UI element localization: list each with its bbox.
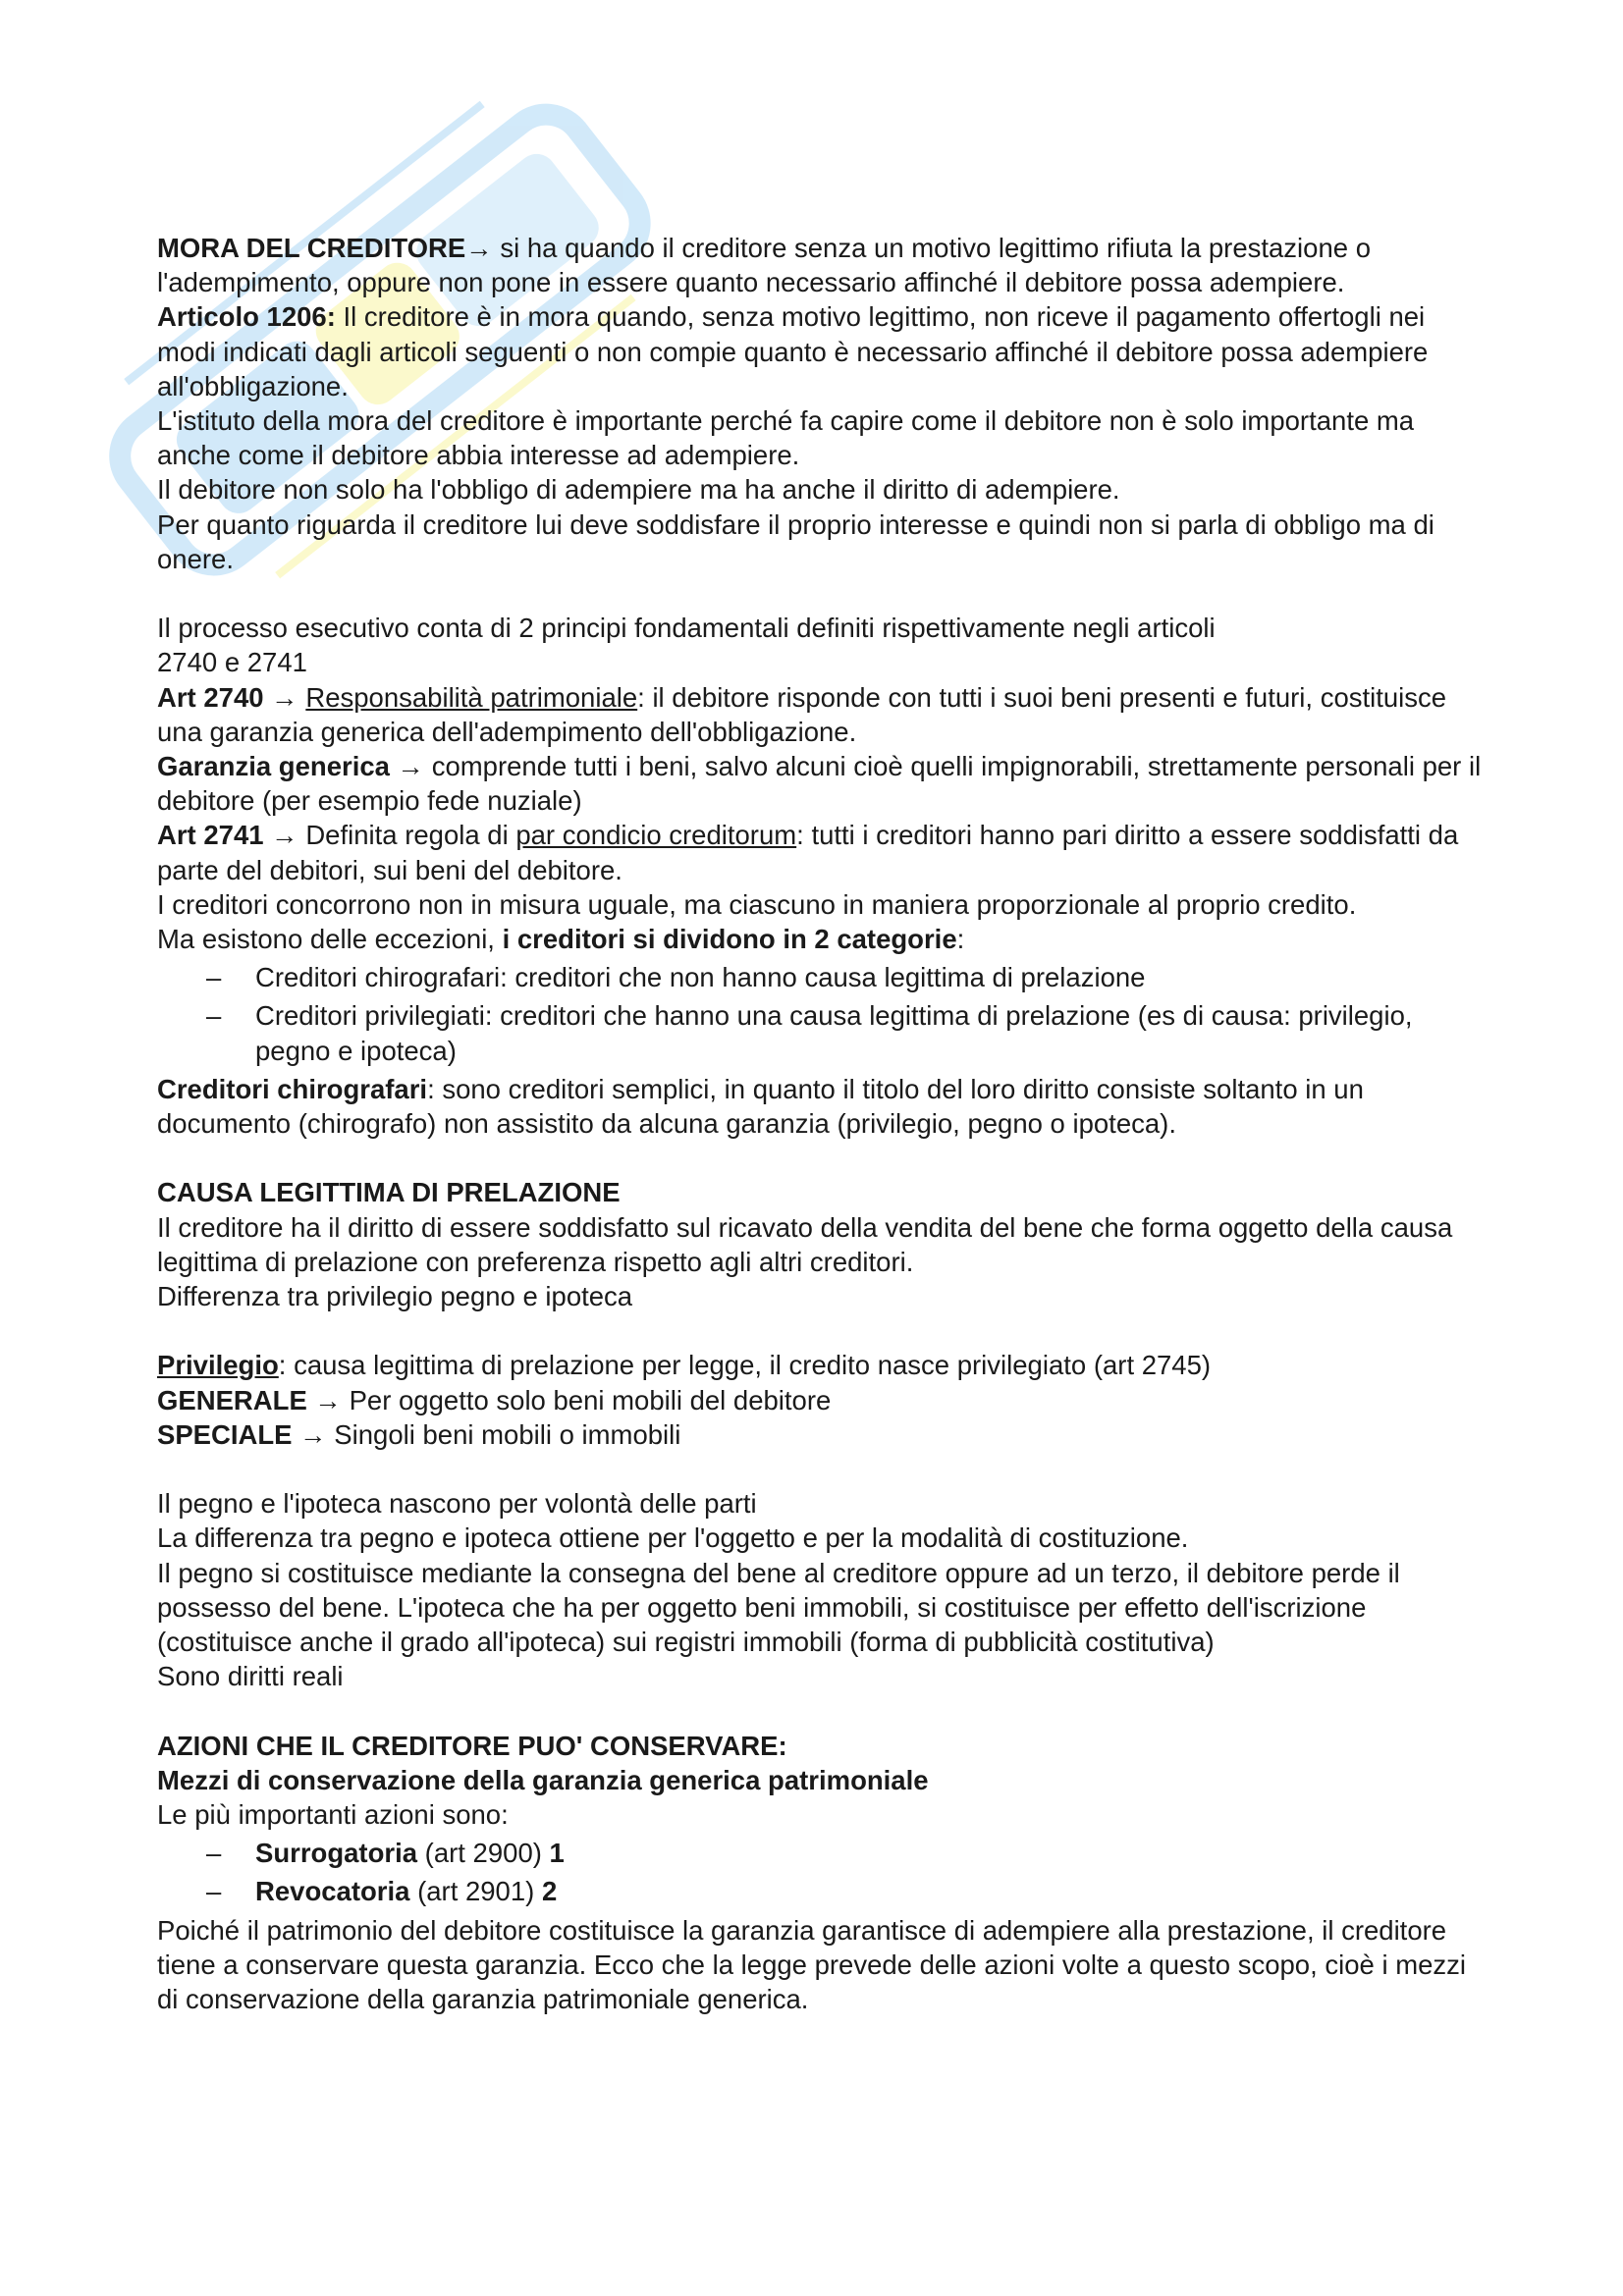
generale-text: → Per oggetto solo beni mobili del debitore: [306, 1384, 832, 1415]
generale-label: GENERALE: [157, 1384, 307, 1415]
art1206-paragraph: [157, 299, 1483, 403]
list-item: [157, 1874, 1483, 1908]
azione-ref: (art 2900): [417, 1838, 550, 1869]
art2740-label: Art 2740: [157, 681, 264, 713]
mora-p1: L'istituto della mora del creditore è importante perché fa capire come il debitore non è solo importante ma anche come il debitore abbia interesse ad adempiere.: [157, 405, 1415, 471]
creditori-list: [157, 960, 1483, 1068]
eccezioni-paragraph: [157, 922, 1483, 956]
art2740-text: : il debitore risponde con tutti i suoi beni presenti e futuri, costituisce una garanzia generica dell'adempimento dell'obbligazione.: [157, 681, 1447, 747]
garanzia-label: Garanzia generica: [157, 751, 390, 782]
azione-num: 2: [541, 1876, 558, 1907]
art1206-label: Articolo 1206:: [157, 301, 336, 333]
eccezioni-bold: i creditori si dividono in 2 categorie: [502, 924, 957, 955]
document-body: [157, 231, 1483, 2016]
eccezioni-pre: Ma esistono delle eccezioni,: [157, 924, 503, 955]
mora-p2: Il debitore non solo ha l'obbligo di adempiere ma ha anche il diritto di adempiere.: [157, 474, 1120, 506]
arrow: →: [263, 681, 306, 713]
causa-title: CAUSA LEGITTIMA DI PRELAZIONE: [157, 1177, 621, 1208]
pegno-p2: La differenza tra pegno e ipoteca ottiene per l'oggetto e per la modalità di costituzione.: [157, 1522, 1189, 1554]
azione-name: Surrogatoria: [255, 1838, 418, 1869]
speciale-text: → Singoli beni mobili o immobili: [292, 1418, 681, 1450]
azioni-title: AZIONI CHE IL CREDITORE PUO' CONSERVARE:: [157, 1730, 787, 1761]
arrow: →: [465, 233, 493, 263]
azioni-list: [157, 1836, 1483, 1908]
mora-p3: Per quanto riguarda il creditore lui deve soddisfare il proprio interesse e quindi non si parla di obbligo ma di onere.: [157, 508, 1434, 574]
azione-name: Revocatoria: [255, 1876, 410, 1907]
speciale-paragraph: [157, 1417, 1483, 1452]
list-item: – Creditori chirografari: creditori che non hanno causa legittima di prelazione: [157, 960, 1483, 994]
generale-paragraph: [157, 1383, 1483, 1417]
chirografari-text: : sono creditori semplici, in quanto il titolo del loro diritto consiste soltanto in un documento (chirografo) non assistito da alcuna garanzia (privilegio, pegno o ipoteca).: [157, 1073, 1364, 1140]
privilegio-label: Privilegio: [157, 1350, 279, 1381]
causa-p2: Differenza tra privilegio pegno e ipoteca: [157, 1281, 633, 1312]
azioni-subtitle: Mezzi di conservazione della garanzia generica patrimoniale: [157, 1764, 929, 1795]
azioni-closing: Poiché il patrimonio del debitore costituisce la garanzia garantisce di adempiere alla prestazione, il creditore tiene a conservare questa garanzia. Ecco che la legge prevede delle azioni volte a questo scopo, cioè i mezzi di conservazione della garanzia patrimoniale generica.: [157, 1914, 1467, 2015]
garanzia-text: → comprende tutti i beni, salvo alcuni cioè quelli impignorabili, strettamente personali per il debitore (per esempio fede nuziale): [157, 751, 1482, 817]
processo-intro: Il processo esecutivo conta di 2 principi fondamentali definiti rispettivamente negli articoli: [157, 613, 1216, 644]
causa-p1: Il creditore ha il diritto di essere soddisfatto sul ricavato della vendita del bene che forma oggetto della causa legittima di prelazione con preferenza rispetto agli altri creditori.: [157, 1211, 1453, 1277]
eccezioni-post: :: [956, 924, 965, 955]
responsabilita-term: Responsabilità patrimoniale: [305, 681, 638, 713]
chirografari-label: Creditori chirografari: [157, 1073, 428, 1104]
concorrono-paragraph: I creditori concorrono non in misura uguale, ma ciascuno in maniera proporzionale al proprio credito.: [157, 888, 1357, 920]
processo-intro2: 2740 e 2741: [157, 647, 307, 678]
privilegio-text: : causa legittima di prelazione per legge, il credito nasce privilegiato (art 2745): [278, 1350, 1212, 1381]
art2741-pre: → Definita regola di: [263, 820, 516, 851]
art2741-paragraph: [157, 818, 1483, 886]
pegno-p4: Sono diritti reali: [157, 1661, 344, 1692]
chirografari-paragraph: [157, 1072, 1483, 1141]
list-item: [157, 1836, 1483, 1870]
azione-ref: (art 2901): [409, 1876, 542, 1907]
art1206-text: Il creditore è in mora quando, senza motivo legittimo, non riceve il pagamento offertogli nei modi indicati dagli articoli seguenti o non compie quanto è necessario affinché il debitore possa adempiere all'obbligazione.: [157, 301, 1429, 401]
speciale-label: SPECIALE: [157, 1418, 293, 1450]
pegno-p1: Il pegno e l'ipoteca nascono per volontà delle parti: [157, 1488, 757, 1520]
privilegio-paragraph: [157, 1348, 1483, 1382]
azione-num: 1: [549, 1838, 565, 1869]
mora-paragraph: [157, 231, 1483, 299]
mora-intro: si ha quando il creditore senza un motivo legittimo rifiuta la prestazione o l'adempimento, oppure non pone in essere quanto necessario affinché il debitore possa adempiere.: [157, 233, 1371, 298]
art2741-label: Art 2741: [157, 820, 264, 851]
art2741-text: : tutti i creditori hanno pari diritto a essere soddisfatti da parte del debitori, sui beni del debitore.: [157, 820, 1459, 885]
par-condicio-term: par condicio creditorum: [515, 820, 797, 851]
garanzia-paragraph: [157, 749, 1483, 818]
azioni-intro: Le più importanti azioni sono:: [157, 1799, 509, 1831]
mora-title: MORA DEL CREDITORE: [157, 233, 466, 263]
list-item: – Creditori privilegiati: creditori che hanno una causa legittima di prelazione (es di causa: privilegio, pegno e ipoteca): [157, 998, 1483, 1067]
art2740-paragraph: [157, 680, 1483, 749]
pegno-p3: Il pegno si costituisce mediante la consegna del bene al creditore oppure ad un terzo, il debitore perde il possesso del bene. L'ipoteca che ha per oggetto beni immobili, si costituisce per effetto dell'iscrizione (costituisce anche il grado all'ipoteca) sui registri immobili (forma di pubblicità costitutiva): [157, 1557, 1400, 1658]
